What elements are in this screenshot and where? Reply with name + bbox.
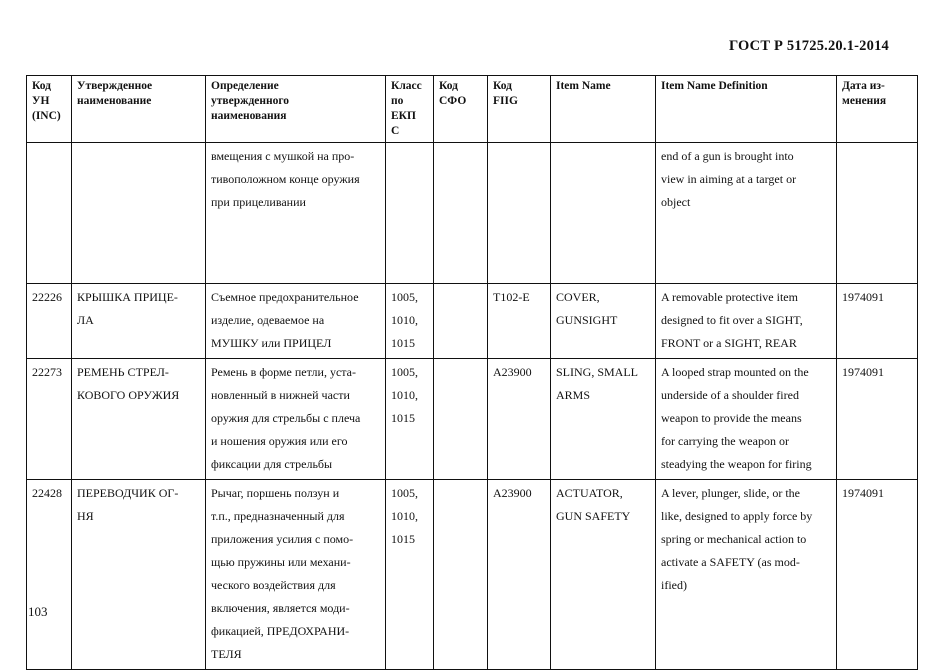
col-header-inc: Код УН (INC) — [27, 76, 72, 143]
cell-sfo — [434, 143, 488, 284]
cell-name-definition: Ремень в форме петли, уста- новленный в нижней части оружия для стрельбы с плеча и ношения оружия или его фиксации для стрельбы — [206, 359, 386, 480]
cell-item-name: COVER, GUNSIGHT — [551, 284, 656, 359]
col-header-item-name: Item Name — [551, 76, 656, 143]
cell-name-definition: Съемное предохранительное изделие, одеваемое на МУШКУ или ПРИЦЕЛ — [206, 284, 386, 359]
col-header-change-date: Дата из- менения — [837, 76, 918, 143]
cell-change-date: 1974091 — [837, 480, 918, 670]
cell-inc: 22428 — [27, 480, 72, 670]
cell-change-date: 1974091 — [837, 359, 918, 480]
cell-sfo — [434, 359, 488, 480]
cell-approved-name: ПЕРЕВОДЧИК ОГ- НЯ — [72, 480, 206, 670]
nomenclature-table — [26, 75, 918, 670]
cell-approved-name — [72, 143, 206, 284]
cell-sfo — [434, 284, 488, 359]
cell-fiig: T102-E — [488, 284, 551, 359]
table-row — [27, 143, 918, 284]
cell-class: 1005, 1010, 1015 — [386, 359, 434, 480]
col-header-class: Класс по ЕКП С — [386, 76, 434, 143]
cell-item-name-definition: A lever, plunger, slide, or the like, designed to apply force by spring or mechanical action to activate a SAFETY (as mod- ified) — [656, 480, 837, 670]
cell-sfo — [434, 480, 488, 670]
cell-change-date: 1974091 — [837, 284, 918, 359]
cell-fiig — [488, 143, 551, 284]
col-header-name-definition: Определение утвержденного наименования — [206, 76, 386, 143]
page-number: 103 — [28, 604, 48, 619]
cell-change-date — [837, 143, 918, 284]
col-header-approved-name: Утвержденное наименование — [72, 76, 206, 143]
cell-item-name: SLING, SMALL ARMS — [551, 359, 656, 480]
table-row — [27, 284, 918, 359]
cell-approved-name: РЕМЕНЬ СТРЕЛ- КОВОГО ОРУЖИЯ — [72, 359, 206, 480]
cell-class — [386, 143, 434, 284]
cell-inc: 22226 — [27, 284, 72, 359]
cell-inc: 22273 — [27, 359, 72, 480]
cell-item-name-definition: A removable protective item designed to fit over a SIGHT, FRONT or a SIGHT, REAR — [656, 284, 837, 359]
cell-class: 1005, 1010, 1015 — [386, 284, 434, 359]
col-header-sfo: Код СФО — [434, 76, 488, 143]
table-row — [27, 359, 918, 480]
cell-name-definition: Рычаг, поршень ползун и т.п., предназначенный для приложения усилия с помо- щью пружины или механи- ческого воздействия для включения, является моди- фикацией, ПРЕДОХРАНИ- ТЕЛЯ — [206, 480, 386, 670]
cell-item-name-definition: A looped strap mounted on the underside of a shoulder fired weapon to provide the means for carrying the weapon or steadying the weapon for firing — [656, 359, 837, 480]
cell-approved-name: КРЫШКА ПРИЦЕ- ЛА — [72, 284, 206, 359]
cell-class: 1005, 1010, 1015 — [386, 480, 434, 670]
table-row — [27, 480, 918, 670]
document-code: ГОСТ Р 51725.20.1-2014 — [728, 38, 889, 54]
cell-inc — [27, 143, 72, 284]
table-header-row — [27, 76, 918, 143]
cell-name-definition: вмещения с мушкой на про- тивоположном конце оружия при прицеливании — [206, 143, 386, 284]
cell-item-name — [551, 143, 656, 284]
cell-fiig: A23900 — [488, 480, 551, 670]
cell-item-name: ACTUATOR, GUN SAFETY — [551, 480, 656, 670]
col-header-fiig: Код FIIG — [488, 76, 551, 143]
cell-item-name-definition: end of a gun is brought into view in aiming at a target or object — [656, 143, 837, 284]
cell-fiig: A23900 — [488, 359, 551, 480]
col-header-item-name-definition: Item Name Definition — [656, 76, 837, 143]
